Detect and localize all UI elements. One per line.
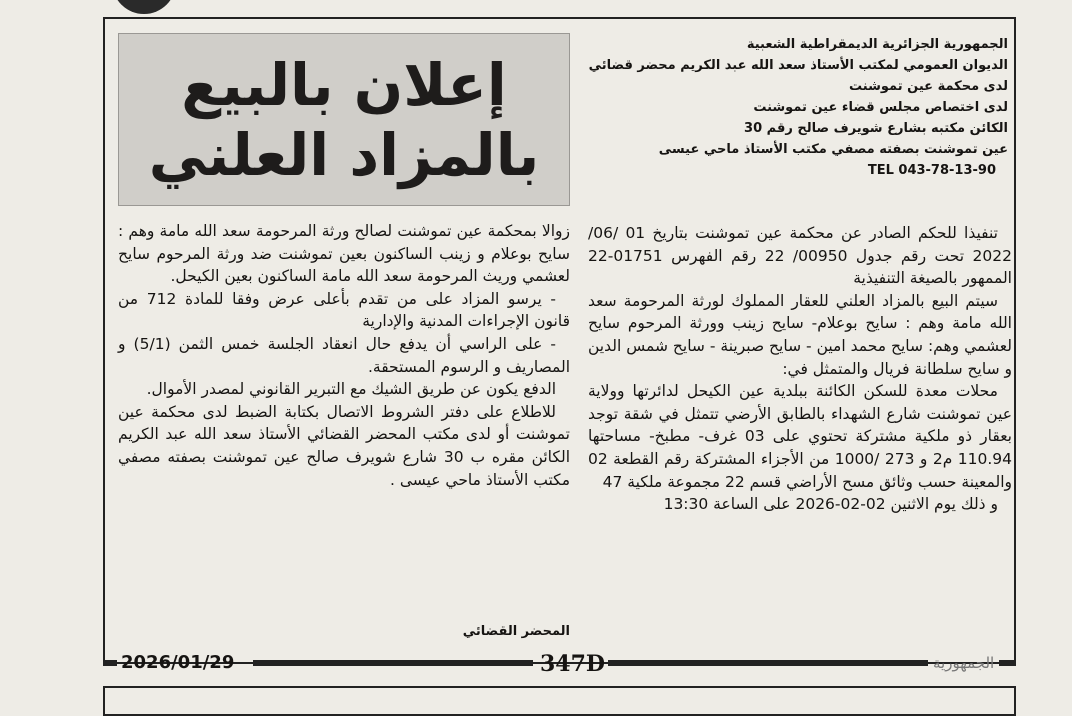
right-text-column [588,222,1012,516]
paragraph: الدفع يكون عن طريق الشيك مع التبرير القانوني لمصدر الأموال. [146,380,556,399]
paragraph: زوالا بمحكمة عين تموشنت لصالح ورثة المرحومة سعد الله مامة وهم : سايح بوعلام و زينب الساكنون بعين تموشنت ضد ورثة المرحوم سايح لعشمي وريث المرحومة سعد الله مامة الساكنون بعين الكيحل. [118,222,570,286]
footer-rule [253,660,533,666]
footer-rule [999,660,1016,666]
paragraph: - يرسو المزاد على من تقدم بأعلى عرض وفقا للمادة 712 من قانون الإجراءات المدنية والإدارية [118,289,570,331]
header-line: لدى اختصاص مجلس قضاء عين تموشنت [753,100,1008,115]
issue-date: 2026/01/29 [121,652,235,673]
seal-emblem [112,0,176,14]
paragraph: سيتم البيع بالمزاد العلني للعقار المملوك لورثة المرحومة سعد الله مامة وهم : سايح بوعلام- سايح زينب وورثة المرحوم سايح لعشمي وهم: سايح محمد امين - سايح صبرينة - سايح شمس الدين و سايح سلطانة فريال والمتمثل في: [588,291,1012,378]
header-telephone: TEL 043-78-13-90 [867,163,996,178]
paragraph: للاطلاع على دفتر الشروط الاتصال بكتابة الضبط لدى محكمة عين تموشنت أو لدى مكتب المحضر القضائي الأستاذ سعد الله عبد الكريم الكائن مقره ب 30 شارع شويرف صالح عين تموشنت بصفته مصفي مكتب الأستاذ ماحي عيسى . [118,402,570,489]
announcement-title-box [118,33,570,206]
paragraph: محلات معدة للسكن الكائنة ببلدية عين الكيحل لدائرتها وولاية عين تموشنت شارع الشهداء بالطابق الأرضي تتمثل في شقة توجد بعقار ذو ملكية مشتركة تحتوي على 03 غرف- مطبخ- مساحتها 110.94 م2 و 273 /1000 من الأجزاء المشتركة رقم القطعة 02 والمعينة حسب وثائق مسح الأراضي قسم 22 مجموعة ملكية 47 [588,382,1012,491]
footer-rule [608,660,928,666]
announcement-title-line-1: إعلان بالبيع [181,51,507,119]
header-line: عين تموشنت بصفته مصفي مكتب الأستاذ ماحي عيسى [658,142,1008,157]
signature-label: المحضر القضائي [462,624,570,639]
next-announcement-frame [103,686,1016,716]
header-line: الكائن مكتبه بشارع شويرف صالح رقم 30 [744,121,1008,136]
header-line: الديوان العمومي لمكتب الأستاذ سعد الله عبد الكريم محضر قضائي [588,58,1008,73]
header-line: لدى محكمة عين تموشنت [849,79,1008,94]
left-text-column [118,220,570,491]
newspaper-brand: الجمهورية [933,654,995,672]
issuer-header [590,34,1008,181]
page-footer [103,651,1016,678]
footer-rule [103,660,117,666]
header-line: الجمهورية الجزائرية الديمقراطية الشعبية [746,37,1008,52]
paragraph: و ذلك يوم الاثنين 02-02-2026 على الساعة 13:30 [663,495,998,514]
paragraph: تنفيذا للحكم الصادر عن محكمة عين تموشنت بتاريخ 01 /06/ 2022 تحت رقم جدول 00950/ 22 رقم الفهرس 01751-22 الممهور بالصيغة التنفيذية [588,224,1012,288]
page-number: 347D [540,651,606,677]
announcement-title-line-2: بالمزاد العلني [148,121,540,189]
paragraph: - على الراسي أن يدفع حال انعقاد الجلسة خمس الثمن (5/1) و المصاريف و الرسوم المستحقة. [118,334,570,376]
